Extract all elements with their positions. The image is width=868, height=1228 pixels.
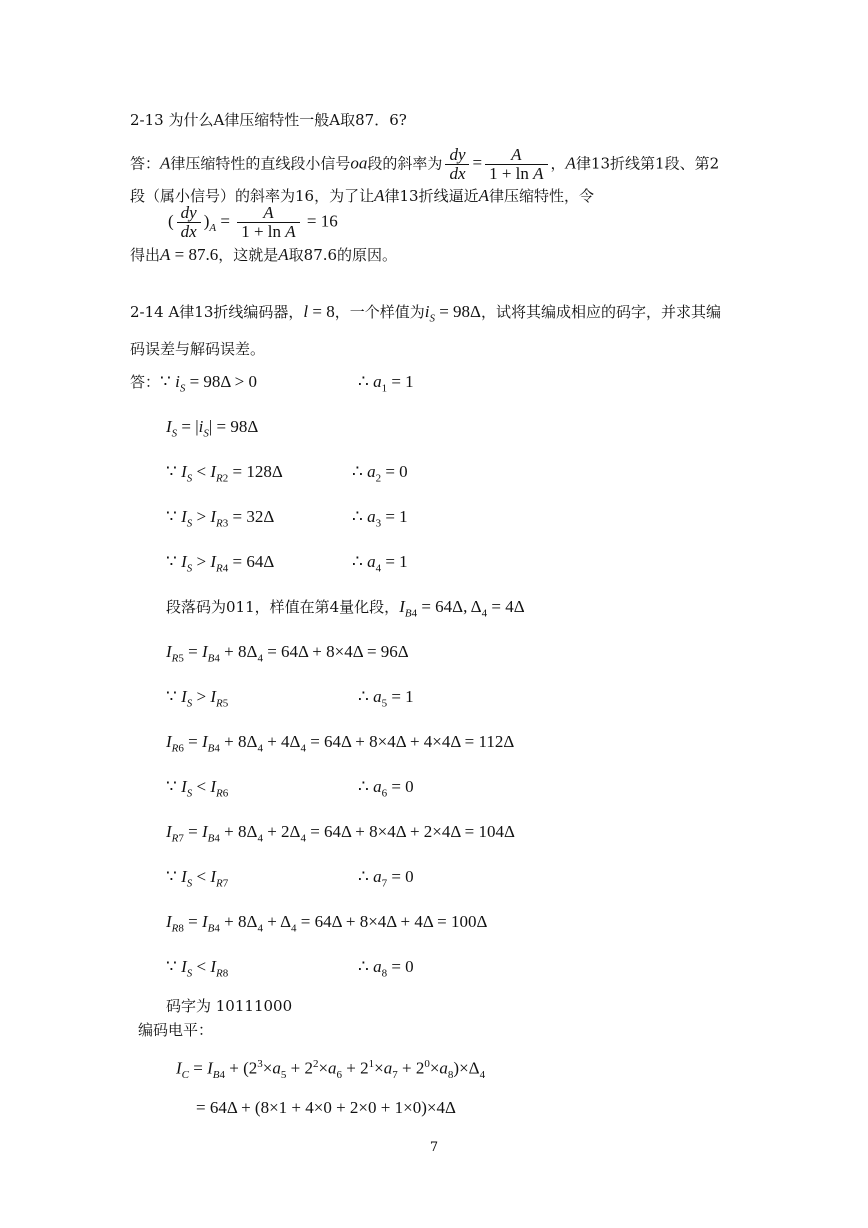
q14-segment-code: 段落码为011，样值在第4量化段，$I_{B4} = 64\Delta$, $\Delta_4 = 4\Delta$ bbox=[166, 597, 525, 620]
q13-answer-line1: 答：A律压缩特性的直线段小信号oa段的斜率为 $\frac{dy}{dx}$ = $\frac{A}{\text{1 + ln A}}$ ，A律13折线第1段、第2 bbox=[130, 145, 720, 183]
q14-step-a1: 答：∵ $i_S = 98\Delta > 0$ bbox=[130, 372, 257, 395]
q14-step-a3: ∵ $I_S > I_{R3} = 32\Delta$ bbox=[166, 507, 275, 530]
q14-title: 2-14 A律13折线编码器，l = 8，一个样值为$i_S = 98\Delta$，试将其编成相应的码字，并求其编 bbox=[130, 302, 722, 325]
q14-ir7: $I_{R7} = I_{B4} + 8\Delta_4 + 2\Delta_4 = 64\Delta + 8\times 4\Delta + 2\times 4\Delta = 104\Delta$ bbox=[166, 822, 515, 845]
q14-step-a6: ∵ $I_S < I_{R6}$ bbox=[166, 777, 229, 800]
page-number: 7 bbox=[429, 1140, 439, 1155]
q14-ic-formula: $I_C = I_{B4} + (2^3\times a_5 + 2^2\times a_6 + 2^1\times a_7 + 2^0\times a_8)\times\Delta_4$ bbox=[176, 1058, 486, 1082]
q14-result-a7: ∴ $a_7 = 0$ bbox=[358, 867, 414, 890]
q13-title: 2-13 为什么A律压缩特性一般A取87．6? bbox=[130, 111, 407, 129]
q14-result-a3: ∴ $a_3 = 1$ bbox=[352, 507, 408, 530]
q14-result-a8: ∴ $a_8 = 0$ bbox=[358, 957, 414, 980]
q14-result-a1: ∴ $a_1 = 1$ bbox=[358, 372, 414, 395]
q14-step-a7: ∵ $I_S < I_{R7}$ bbox=[166, 867, 229, 890]
q13-conclusion: 得出A = 87.6，这就是A取87.6的原因。 bbox=[130, 245, 398, 264]
q14-step-a8: ∵ $I_S < I_{R8}$ bbox=[166, 957, 229, 980]
q14-step-is: $I_S = |i_S| = 98\Delta$ bbox=[166, 417, 259, 440]
q13-formula: ( $\frac{dy}{dx}$ )$_A$ = $\frac{A}{\text{1 + ln A}}$ = 16 bbox=[168, 203, 338, 241]
q14-code-level-label: 编码电平： bbox=[138, 1021, 214, 1039]
q14-ir5: $I_{R5} = I_{B4} + 8\Delta_4 = 64\Delta + 8\times 4\Delta = 96\Delta$ bbox=[166, 642, 409, 665]
q14-step-a5: ∵ $I_S > I_{R5}$ bbox=[166, 687, 229, 710]
q14-codeword: 码字为 10111000 bbox=[166, 997, 293, 1015]
q14-result-a2: ∴ $a_2 = 0$ bbox=[352, 462, 408, 485]
q14-result-a5: ∴ $a_5 = 1$ bbox=[358, 687, 414, 710]
q14-result-a6: ∴ $a_6 = 0$ bbox=[358, 777, 414, 800]
q14-result-a4: ∴ $a_4 = 1$ bbox=[352, 552, 408, 575]
q14-ir8: $I_{R8} = I_{B4} + 8\Delta_4 + \Delta_4 = 64\Delta + 8\times 4\Delta + 4\Delta = 100\Delta$ bbox=[166, 912, 488, 935]
q14-step-a4: ∵ $I_S > I_{R4} = 64\Delta$ bbox=[166, 552, 275, 575]
q14-ir6: $I_{R6} = I_{B4} + 8\Delta_4 + 4\Delta_4 = 64\Delta + 8\times 4\Delta + 4\times 4\Delta = 112\Delta$ bbox=[166, 732, 515, 755]
q14-ic-substitution: = 64Δ + (8×1 + 4×0 + 2×0 + 1×0)×4Δ bbox=[196, 1098, 456, 1117]
q13-answer-line2: 段（属小信号）的斜率为16，为了让A律13折线逼近A律压缩特性，令 bbox=[130, 186, 594, 205]
q14-title-line2: 码误差与解码误差。 bbox=[130, 340, 266, 358]
q14-step-a2: ∵ $I_S < I_{R2} = 128\Delta$ bbox=[166, 462, 283, 485]
